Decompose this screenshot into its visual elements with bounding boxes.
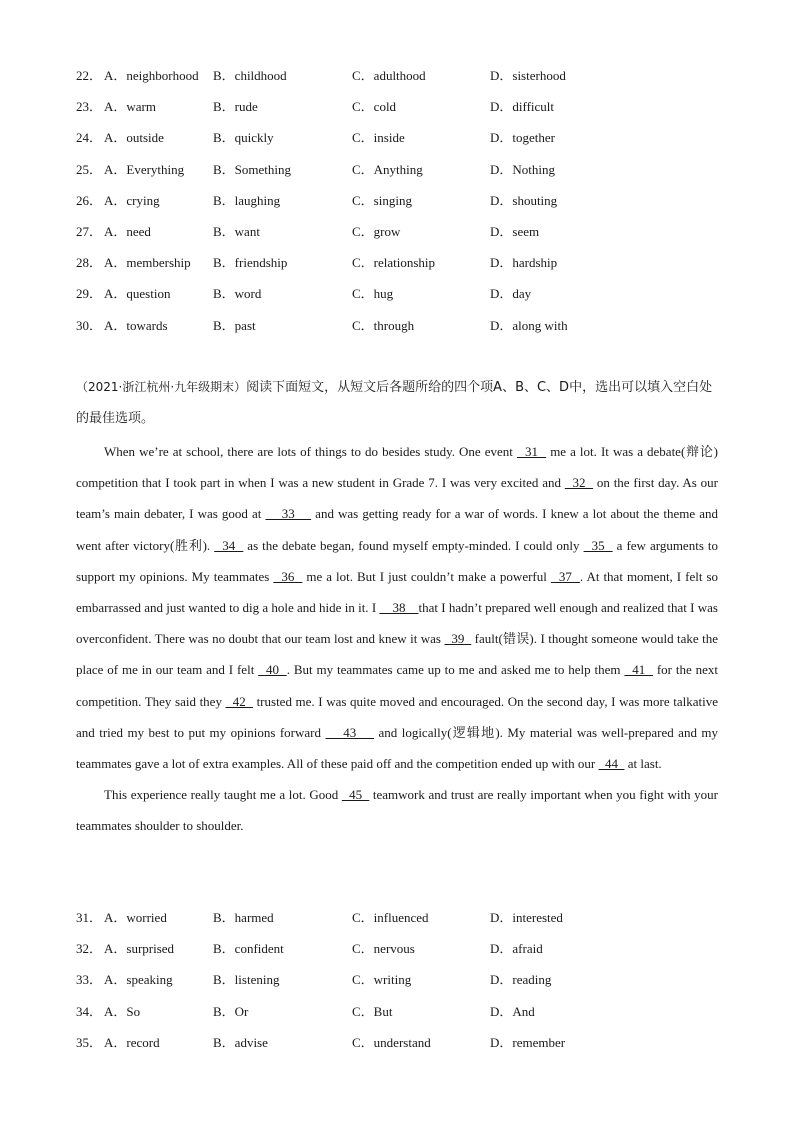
blank: 44 (598, 756, 625, 772)
question-number: 29． (76, 286, 103, 302)
option-b: B．confident (213, 941, 284, 957)
question-number: 24． (76, 130, 103, 146)
question-row (76, 99, 736, 130)
blank: 34 (214, 537, 244, 553)
blank: 41 (624, 662, 653, 678)
option-b: B．rude (213, 99, 258, 115)
question-number: 30． (76, 317, 103, 333)
option-a: A．crying (104, 192, 160, 208)
option-d: D．afraid (490, 941, 543, 957)
option-d: D．together (490, 130, 555, 146)
option-b: B．past (213, 317, 256, 333)
question-row (76, 910, 736, 941)
passage-text: as the debate began, found myself empty-minded. I could only (243, 537, 584, 553)
option-d: D．along with (490, 317, 568, 333)
passage-text: . But my teammates came up to me and asked me to help them (286, 662, 625, 678)
blank: 43 (325, 724, 375, 740)
question-row (76, 193, 736, 224)
option-b: B．advise (213, 1034, 268, 1050)
option-a: A．warm (104, 99, 156, 115)
question-number: 27． (76, 223, 103, 239)
passage-text: for the next competition. They said they (76, 662, 719, 709)
blank: 35 (583, 537, 613, 553)
option-c: C．grow (352, 223, 401, 239)
option-a: A．need (104, 223, 151, 239)
option-c: C．singing (352, 192, 412, 208)
blank: 45 (341, 787, 370, 803)
option-d: D．interested (490, 910, 563, 925)
option-a: A．So (104, 1003, 141, 1019)
question-row (76, 972, 736, 1003)
option-c: C．nervous (352, 941, 415, 957)
question-row (76, 1004, 736, 1035)
option-a: A．worried (104, 910, 167, 925)
option-a: A．Everything (104, 161, 185, 177)
options-bottom (76, 910, 736, 1066)
option-a: A．membership (104, 255, 191, 271)
option-d: D．shouting (490, 192, 558, 208)
passage-text: me a lot. But I just couldn’t make a powerful (302, 568, 551, 584)
blank: 33 (265, 506, 312, 522)
option-d: D．difficult (490, 99, 555, 115)
question-number: 31． (76, 910, 103, 925)
question-row (76, 162, 736, 193)
option-b: B．friendship (213, 255, 288, 271)
paragraph-1 (76, 436, 718, 779)
option-c: C．understand (352, 1034, 431, 1050)
question-row (76, 941, 736, 972)
passage-text: and was getting ready for a war of words. I knew a lot about the theme and went after victory(胜利). (76, 506, 719, 553)
blank: 36 (273, 568, 303, 584)
option-d: D．remember (490, 1034, 566, 1050)
blank: 32 (564, 475, 594, 491)
passage-text: a few arguments to support my opinions. My teammates (76, 537, 719, 584)
option-c: C．through (352, 317, 415, 333)
passage-text: . At that moment, I felt so embarrassed and just wanted to dig a hole and hide in it. I (76, 568, 719, 616)
option-b: B．laughing (213, 192, 281, 208)
option-c: C．relationship (352, 255, 436, 271)
passage-text: This experience really taught me a lot. Good (104, 787, 342, 803)
option-a: A．question (104, 286, 171, 302)
option-d: D．hardship (490, 255, 558, 271)
question-number: 22． (76, 68, 103, 83)
option-d: D．Nothing (490, 161, 556, 177)
option-c: C．influenced (352, 910, 429, 925)
passage-text: at last. (624, 756, 662, 772)
question-row (76, 224, 736, 255)
question-number: 23． (76, 99, 103, 115)
passage-text: teamwork and trust are really important when you fight with your teammates shoulder to shoulder. (76, 787, 718, 834)
option-c: C．hug (352, 286, 394, 302)
question-number: 33． (76, 972, 103, 988)
question-row (76, 68, 736, 99)
option-d: D．And (490, 1003, 535, 1019)
option-a: A．surprised (104, 941, 175, 957)
blank: 42 (225, 693, 253, 709)
option-c: C．But (352, 1003, 393, 1019)
passage-text: fault(错误). I thought someone would take the place of me in our team and I felt (76, 631, 719, 678)
option-a: A．towards (104, 317, 168, 333)
option-b: B．Or (213, 1003, 249, 1019)
passage (76, 436, 718, 842)
blank: 31 (516, 444, 547, 459)
options-top (76, 68, 736, 349)
question-number: 35． (76, 1034, 103, 1050)
option-b: B．want (213, 223, 260, 239)
option-c: C．adulthood (352, 68, 426, 83)
option-a: A．speaking (104, 972, 173, 988)
question-row (76, 286, 736, 317)
question-number: 34． (76, 1003, 103, 1019)
option-d: D．day (490, 286, 532, 302)
option-c: C．inside (352, 130, 405, 146)
option-b: B．word (213, 286, 262, 302)
option-b: B．harmed (213, 910, 274, 925)
option-c: C．cold (352, 99, 397, 115)
question-row (76, 255, 736, 286)
passage-text: When we’re at school, there are lots of things to do besides study. One event (104, 444, 517, 459)
passage-text: trusted me. I was quite moved and encouraged. On the second day, I was more talkative and tried my best to put my opinions forward (76, 693, 718, 740)
option-b: B．childhood (213, 68, 287, 83)
option-a: A．record (104, 1034, 160, 1050)
question-row (76, 1035, 736, 1066)
blank: 40 (258, 662, 287, 678)
option-b: B．quickly (213, 130, 274, 146)
option-a: A．outside (104, 130, 164, 146)
question-number: 25． (76, 161, 103, 177)
blank: 38 (379, 600, 419, 616)
option-d: D．seem (490, 223, 540, 239)
question-row (76, 130, 736, 161)
question-number: 28． (76, 255, 103, 271)
option-c: C．Anything (352, 161, 423, 177)
passage-text: that I hadn’t prepared well enough and realized that I was overconfident. There was no doubt that our team lost and knew it was (76, 600, 718, 647)
option-d: D．reading (490, 972, 552, 988)
question-number: 26． (76, 192, 103, 208)
option-b: B．listening (213, 972, 280, 988)
blank: 37 (550, 568, 580, 584)
section-heading (76, 372, 720, 434)
question-number: 32． (76, 941, 103, 957)
option-a: A．neighborhood (104, 68, 199, 83)
passage-text: me a lot. It was a debate(辩论) competition that I took part in when I was a new student in Grade 7. I was very excited and (76, 444, 719, 491)
passage-text: and logically(逻辑地). My material was well-prepared and my teammates gave a lot of extra examples. All of these paid off and the competition ended up with our (76, 724, 719, 772)
passage-text: on the first day. As our team’s main debater, I was good at (76, 475, 718, 522)
option-b: B．Something (213, 161, 292, 177)
source-label: （2021·浙江杭州·九年级期末） (76, 380, 247, 394)
option-c: C．writing (352, 972, 412, 988)
instruction-text: 阅读下面短文，从短文后各题所给的四个项A、B、C、D中，选出可以填入空白处的最佳选项。 (76, 380, 713, 426)
paragraph-2 (76, 779, 718, 841)
question-row (76, 318, 736, 349)
option-d: D．sisterhood (490, 68, 566, 83)
blank: 39 (444, 631, 472, 647)
